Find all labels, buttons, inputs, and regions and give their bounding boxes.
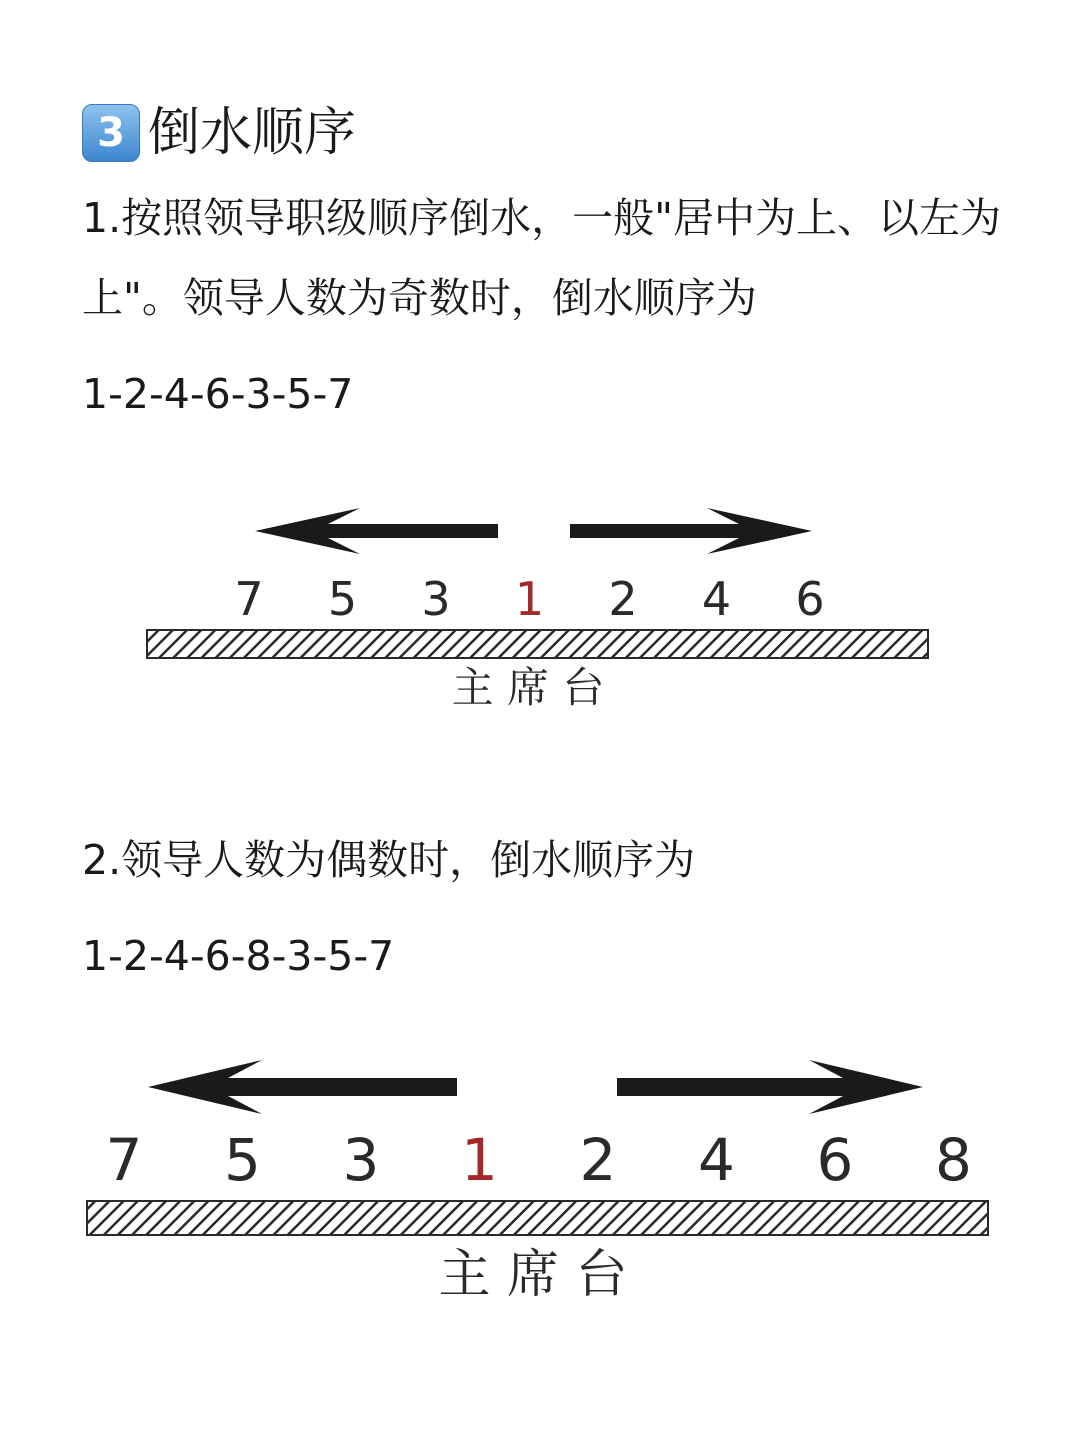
seat-number-2: 2 <box>608 572 638 626</box>
even-rule-paragraph: 2.领导人数为偶数时，倒水顺序为 <box>82 836 696 884</box>
seat-number-2: 2 <box>579 1126 617 1194</box>
seat-number-3: 3 <box>421 572 451 626</box>
odd-seating-diagram <box>0 490 1078 720</box>
section-heading <box>82 98 356 168</box>
odd-rule-paragraph: 1.按照领导职级顺序倒水，一般"居中为上、以左为上"。领导人数为奇数时，倒水顺序为 <box>82 194 1001 322</box>
stage-bar <box>147 630 928 658</box>
odd-seat-numbers <box>234 572 824 626</box>
right-arrow-icon <box>570 508 812 554</box>
stage-bar <box>87 1201 988 1235</box>
odd-sequence: 1-2-4-6-3-5-7 <box>82 370 354 418</box>
seat-number-6: 6 <box>795 572 825 626</box>
seat-number-5: 5 <box>327 572 358 626</box>
number-badge-icon: 3 <box>82 104 140 162</box>
even-sequence: 1-2-4-6-8-3-5-7 <box>82 932 395 980</box>
page-title: 倒水顺序 <box>148 103 357 163</box>
seat-number-7: 7 <box>105 1126 143 1194</box>
seat-number-4: 4 <box>701 572 732 626</box>
left-arrow-icon <box>148 1060 457 1114</box>
seat-number-5: 5 <box>224 1126 261 1194</box>
seat-number-4: 4 <box>698 1126 735 1194</box>
seat-number-1: 1 <box>514 572 545 626</box>
seat-number-6: 6 <box>816 1126 854 1194</box>
even-seating-diagram <box>0 1040 1078 1310</box>
left-arrow-icon <box>255 508 498 554</box>
seat-number-7: 7 <box>234 572 264 626</box>
stage-label: 主 席 台 <box>451 663 605 712</box>
seat-number-8: 8 <box>935 1126 972 1194</box>
stage-label: 主 席 台 <box>438 1245 628 1305</box>
right-arrow-icon <box>617 1060 923 1114</box>
seat-number-3: 3 <box>342 1126 380 1194</box>
seat-number-1: 1 <box>461 1126 498 1194</box>
even-seat-numbers <box>106 1126 972 1194</box>
